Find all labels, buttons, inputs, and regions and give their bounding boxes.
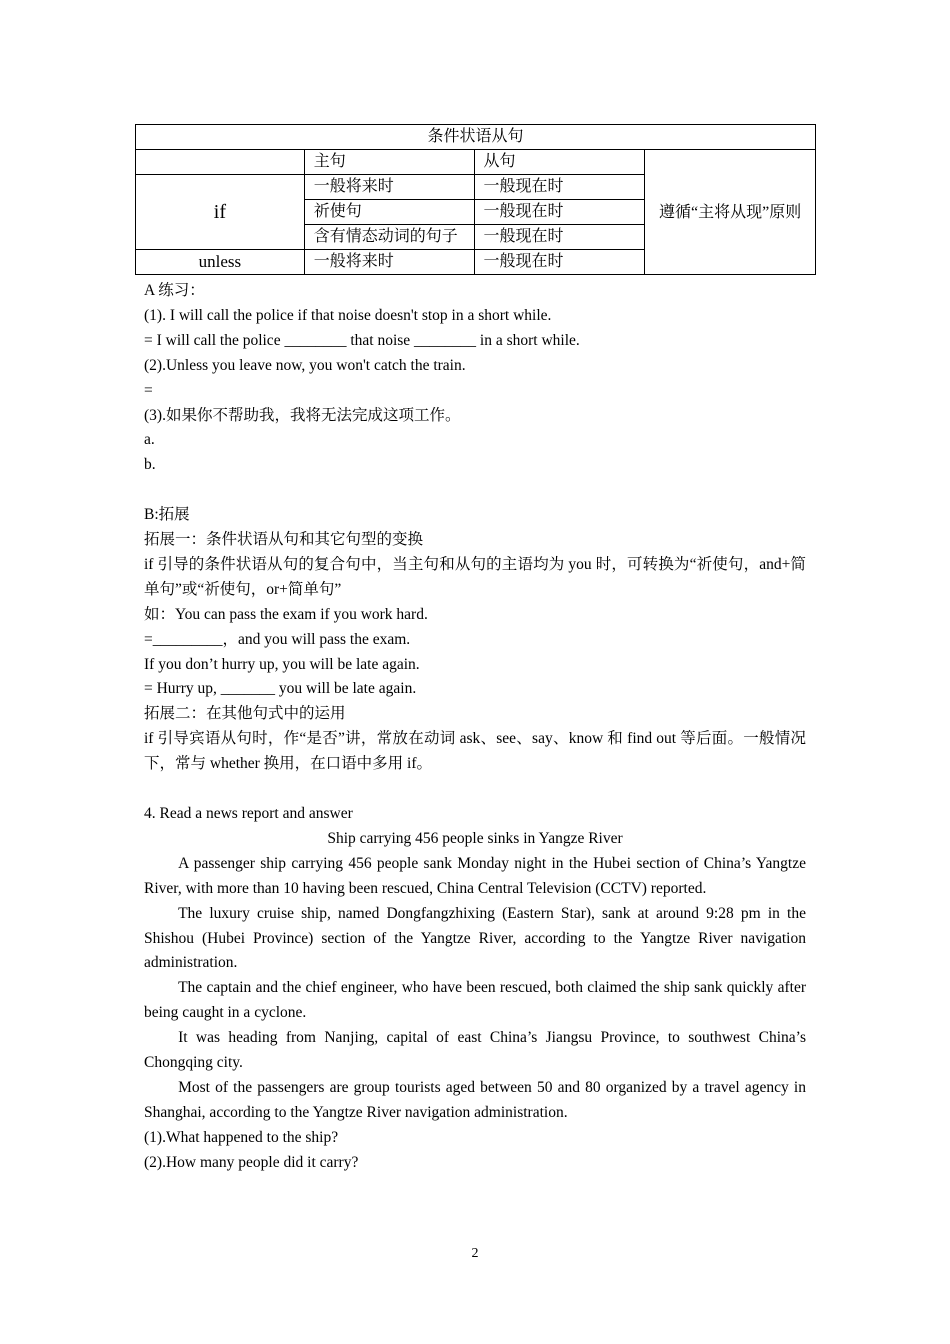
extension-heading: B:拓展: [144, 506, 190, 524]
table-label-if: if: [136, 175, 305, 250]
table-header-empty: [136, 150, 305, 175]
table-cell-main: 祈使句: [304, 200, 474, 225]
news-paragraph: The captain and the chief engineer, who have been rescued, both claimed the ship sank quickly after being caught in a cyclone.: [144, 979, 806, 1022]
table-cell-sub: 一般现在时: [474, 225, 645, 250]
practice-answer-b: b.: [144, 456, 156, 474]
table-cell-main: 含有情态动词的句子: [304, 225, 474, 250]
conditional-clause-table: [135, 124, 816, 275]
practice-question-1-rewrite: = I will call the police ________ that noise ________ in a short while.: [144, 331, 580, 349]
page-number: 2: [471, 1246, 479, 1261]
table-header-main-clause: 主句: [304, 150, 474, 175]
rule-text: 遵循“主将从现”原则: [659, 203, 802, 221]
extension-example-rewrite: =_________，and you will pass the exam.: [144, 630, 411, 648]
reading-question-2: (2).How many people did it carry?: [144, 1153, 359, 1171]
blank-line: [144, 478, 806, 503]
practice-question-2: (2).Unless you leave now, you won't catch the train.: [144, 356, 466, 374]
news-title: Ship carrying 456 people sinks in Yangze River: [327, 829, 623, 847]
news-paragraph: The luxury cruise ship, named Dongfangzhixing (Eastern Star), sank at around 9:28 pm in the Shishou (Hubei Province) section of the Yangtze River, according to the Yangtze River navigation administration.: [144, 904, 806, 972]
reading-question-1: (1).What happened to the ship?: [144, 1128, 339, 1146]
practice-question-1: (1). I will call the police if that noise doesn't stop in a short while.: [144, 306, 552, 324]
table-cell-main: 一般将来时: [304, 175, 474, 200]
table-cell-sub: 一般现在时: [474, 200, 645, 225]
table-cell-sub: 一般现在时: [474, 175, 645, 200]
table-cell-main: 一般将来时: [304, 250, 474, 275]
table-title: 条件状语从句: [136, 125, 816, 150]
extension-2-rule: if 引导宾语从句时，作“是否”讲，常放在动词 ask、see、say、know 和 find out 等后面。一般情况下，常与 whether 换用，在口语中多用 if。: [144, 730, 806, 773]
practice-question-3: (3).如果你不帮助我，我将无法完成这项工作。: [144, 406, 461, 424]
extension-2-title: 拓展二：在其他句式中的运用: [144, 705, 346, 723]
extension-1-title: 拓展一：条件状语从句和其它句型的变换: [144, 531, 424, 549]
table-cell-sub: 一般现在时: [474, 250, 645, 275]
table-header-sub-clause: 从句: [474, 150, 645, 175]
news-paragraph: It was heading from Nanjing, capital of east China’s Jiangsu Province, to southwest China’s Chongqing city.: [144, 1029, 806, 1072]
practice-answer-a: a.: [144, 431, 155, 449]
document-body: [144, 279, 806, 1176]
table-rule-note: [645, 150, 816, 275]
blank-line: [144, 777, 806, 802]
extension-example-2: If you don’t hurry up, you will be late again.: [144, 655, 420, 673]
extension-1-rule: if 引导的条件状语从句的复合句中，当主句和从句的主语均为 you 时，可转换为“祈使句，and+简单句”或“祈使句，or+简单句”: [144, 555, 806, 598]
news-paragraph: Most of the passengers are group tourists aged between 50 and 80 organized by a travel agency in Shanghai, according to the Yangtze River navigation administration.: [144, 1078, 806, 1121]
practice-question-2-rewrite: =: [144, 381, 153, 399]
table-label-unless: unless: [136, 250, 305, 275]
news-paragraph: A passenger ship carrying 456 people sank Monday night in the Hubei section of China’s Yangtze River, with more than 10 having been rescued, China Central Television (CCTV) reported.: [144, 854, 806, 897]
practice-heading: A 练习：: [144, 282, 205, 299]
reading-heading: 4. Read a news report and answer: [144, 805, 353, 822]
extension-example: 如：You can pass the exam if you work hard.: [144, 605, 428, 623]
extension-example-2-rewrite: = Hurry up, _______ you will be late again.: [144, 680, 417, 698]
